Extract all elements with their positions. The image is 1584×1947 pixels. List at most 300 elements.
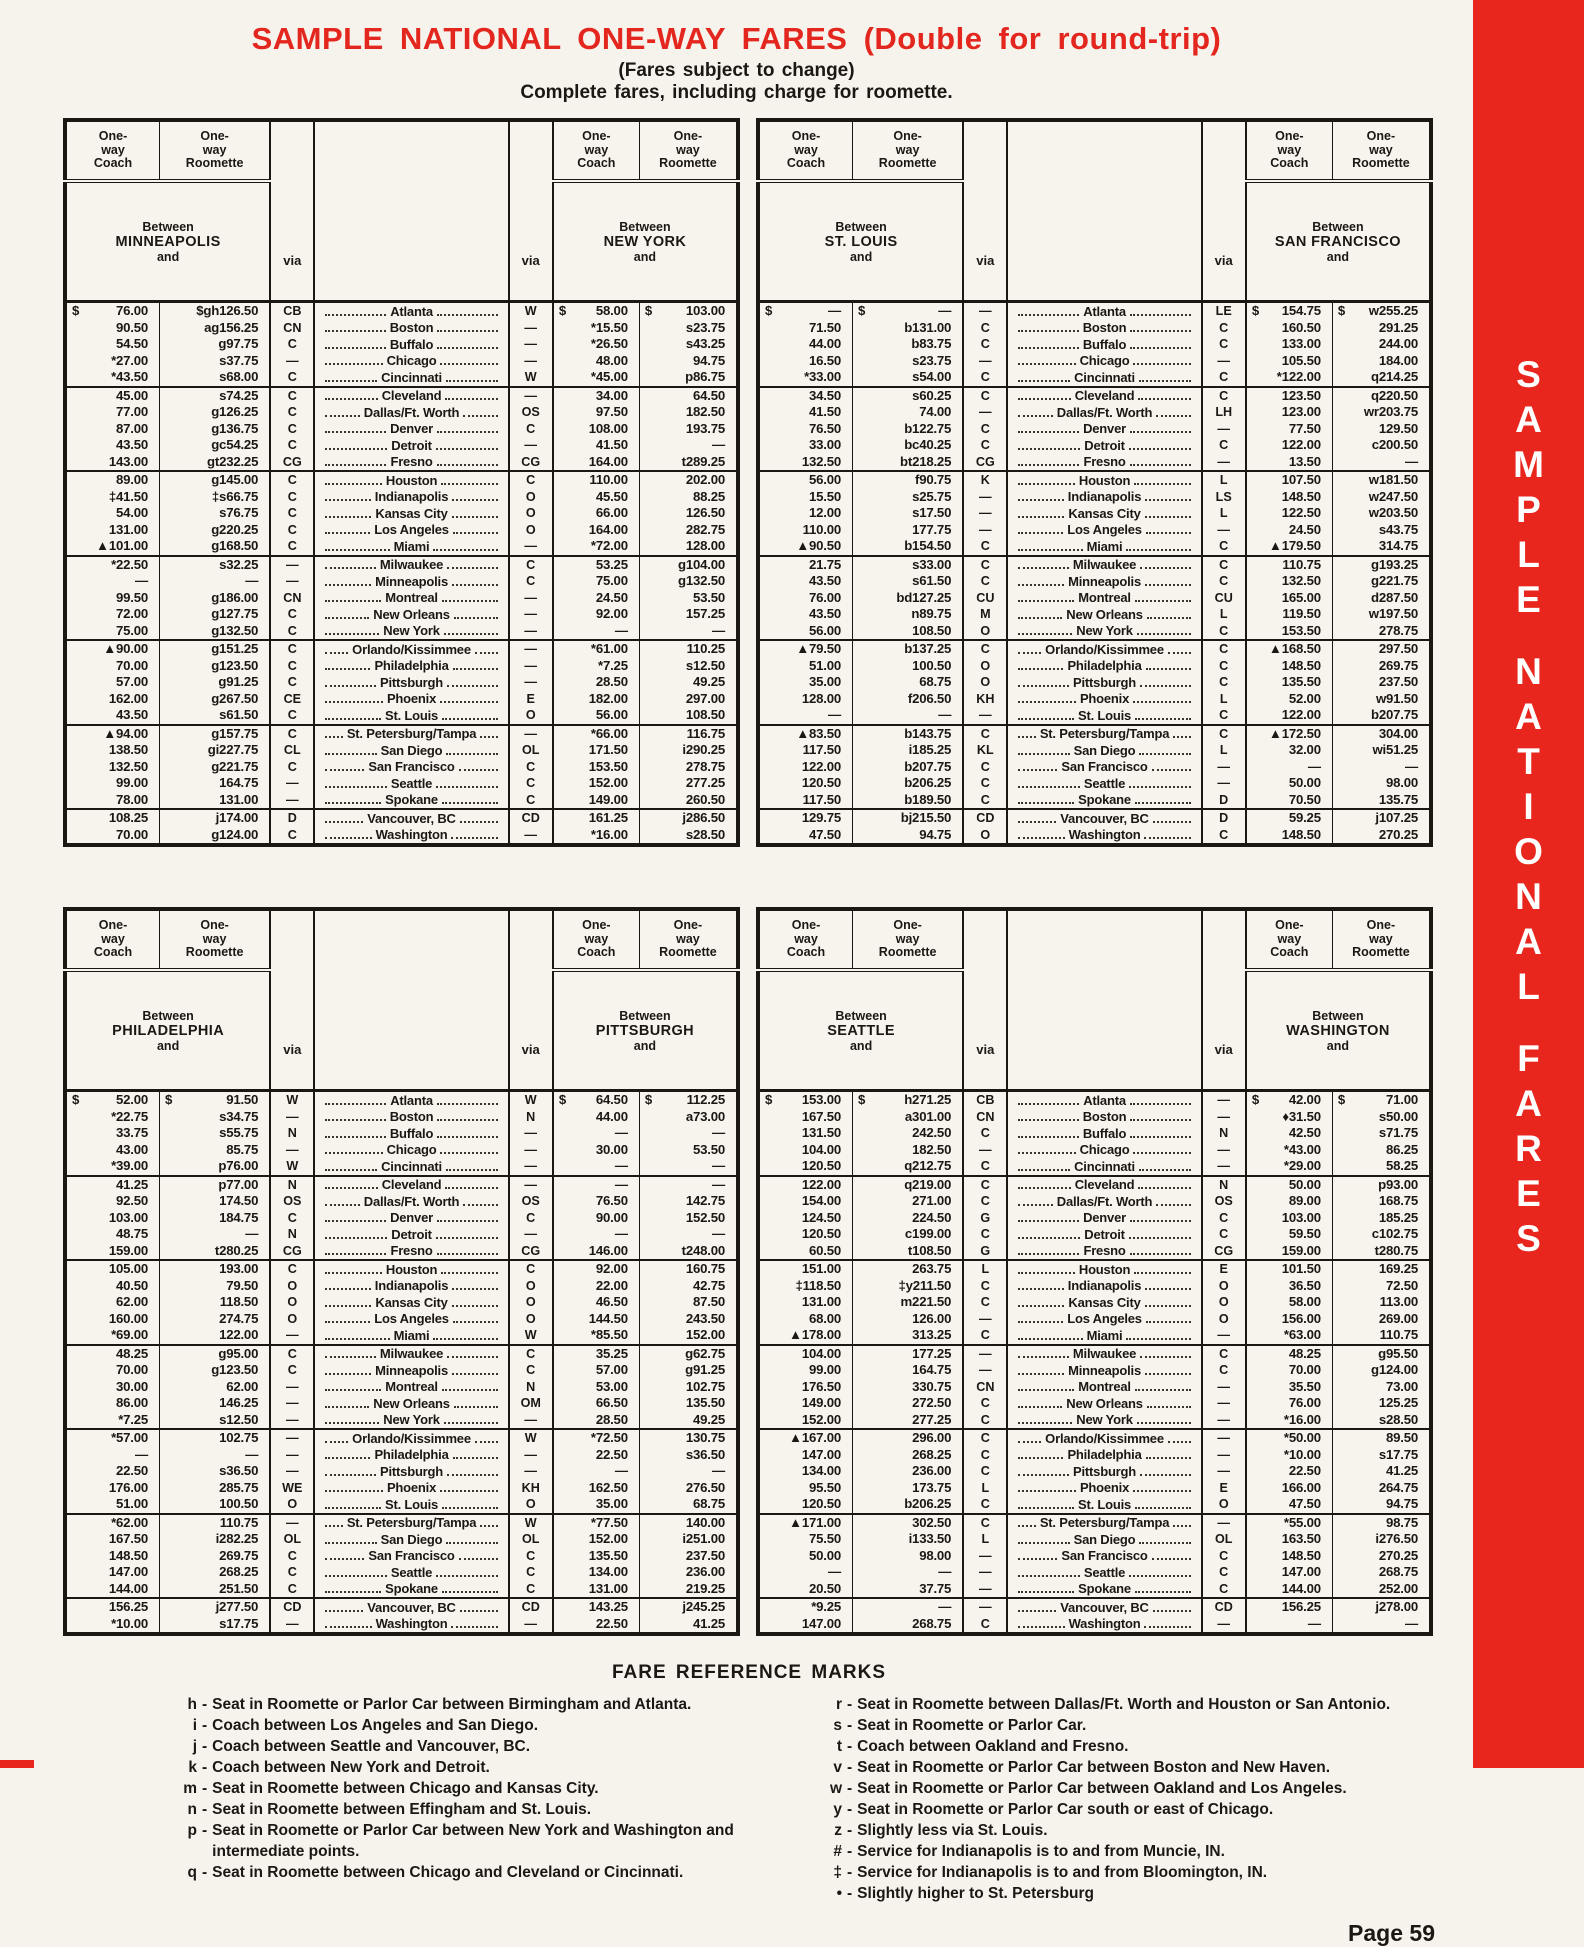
right-roomette-fare: j286.50 (639, 809, 738, 827)
left-roomette-fare: b83.75 (853, 336, 964, 353)
city-cell (314, 759, 508, 776)
right-roomette-fare: s28.50 (685, 826, 725, 842)
fare-row (758, 606, 1431, 623)
right-via-code: C (509, 1362, 553, 1379)
fare-amount: 103.00 (685, 303, 725, 318)
left-coach-fare: 75.00 (65, 623, 160, 641)
right-coach-fare: 148.50 (1246, 489, 1333, 506)
city-cell (1007, 809, 1201, 827)
sidebar-letter: N (1515, 651, 1542, 692)
dot-leader (1130, 1253, 1191, 1255)
fare-row (65, 827, 738, 846)
fare-table-minneapolis-new-york (63, 118, 740, 847)
city-name: St. Petersburg/Tampa (346, 1515, 477, 1531)
left-via-code: C (963, 640, 1007, 658)
dot-leader (1138, 398, 1190, 400)
city-name: San Diego (1073, 1531, 1136, 1547)
coach-header-right (553, 120, 640, 181)
left-roomette-fare: s55.75 (160, 1125, 271, 1142)
header-line: way (794, 931, 818, 946)
right-coach-fare: 107.50 (1246, 471, 1333, 489)
city-name: Washington (375, 1616, 448, 1632)
right-roomette-fare: 94.75 (692, 352, 725, 368)
left-roomette-fare: 174.50 (160, 1193, 271, 1210)
right-coach-fare: 44.00 (553, 1109, 640, 1126)
dot-leader (1137, 1422, 1191, 1424)
fare-row (65, 1496, 738, 1514)
fare-row (758, 1480, 1431, 1497)
right-via-code: OS (509, 1193, 553, 1210)
left-coach-fare: *39.00 (65, 1158, 160, 1176)
dot-leader (325, 1542, 376, 1544)
right-coach-fare: 24.50 (553, 590, 640, 607)
city-name: Washington (1068, 827, 1141, 843)
dot-leader (1129, 1575, 1190, 1577)
header-line: Coach (1270, 156, 1309, 171)
fare-amount: 154.75 (1281, 303, 1321, 318)
left-coach-fare: ‡41.50 (65, 489, 160, 506)
city-leader-row (1008, 1379, 1200, 1396)
header-line: way (202, 931, 227, 946)
right-via-code: C (1202, 1548, 1246, 1565)
dot-leader (325, 1406, 369, 1408)
left-roomette-fare: i282.25 (160, 1531, 271, 1548)
fare-amount: 71.00 (1385, 1092, 1418, 1107)
left-roomette-fare: i185.25 (853, 742, 964, 759)
left-coach-fare: ▲94.00 (65, 725, 160, 743)
left-roomette-fare: 268.75 (853, 1616, 964, 1635)
left-roomette-fare: — (853, 1564, 964, 1581)
city-leader-row (315, 1327, 507, 1344)
fare-reference-heading: FARE REFERENCE MARKS (611, 1662, 887, 1683)
dot-leader (325, 1610, 363, 1612)
footnote-mark: h (187, 1696, 197, 1713)
roomette-header-right (639, 120, 738, 181)
left-roomette-fare (853, 1091, 964, 1109)
city-leader-row (1008, 1395, 1200, 1412)
right-coach-fare: *26.50 (553, 336, 640, 353)
dot-leader (325, 837, 371, 839)
right-via-code: — (1202, 775, 1246, 792)
fare-row (65, 1226, 738, 1243)
city-leader-row (1008, 369, 1200, 386)
right-roomette-fare: j245.25 (639, 1598, 738, 1616)
dot-leader (1018, 1152, 1075, 1154)
city-leader-row (315, 404, 507, 421)
between-word: Between (1312, 219, 1364, 234)
fare-row (758, 775, 1431, 792)
fare-table-st-louis-san-francisco (756, 118, 1433, 847)
left-roomette-fare: bc40.25 (853, 437, 964, 454)
left-roomette-fare: f90.75 (853, 471, 964, 489)
dot-leader (1173, 1525, 1190, 1527)
between-left-cell (65, 181, 270, 302)
header-line: way (676, 931, 700, 946)
right-coach-fare (553, 1091, 640, 1109)
left-roomette-fare: s37.75 (160, 353, 271, 370)
dot-leader (1018, 1321, 1063, 1323)
left-coach-fare: 16.50 (758, 353, 853, 370)
city-cell (1007, 336, 1201, 353)
city-cell (1007, 1311, 1201, 1328)
right-roomette-fare: g221.75 (1371, 573, 1418, 588)
right-via-code: D (1202, 809, 1246, 827)
right-via-code: C (509, 1548, 553, 1565)
dollar-sign: $ (558, 303, 566, 318)
left-via-code: — (270, 792, 314, 810)
footnote-item (820, 1694, 1395, 1715)
header-spacer (1007, 120, 1201, 181)
city-cell (314, 707, 508, 725)
dot-leader (325, 1373, 371, 1375)
dot-leader (325, 1288, 370, 1290)
left-via-code: — (963, 1598, 1007, 1616)
header-line: One- (1275, 129, 1304, 144)
right-via-code: W (509, 302, 553, 320)
dot-leader (325, 1119, 385, 1121)
right-roomette-fare: 110.25 (639, 640, 738, 658)
left-roomette-fare: ‡s66.75 (160, 489, 271, 506)
dot-leader (1130, 431, 1191, 433)
fare-amount: — (938, 303, 952, 318)
fare-table-philadelphia-pittsburgh (63, 907, 740, 1636)
dot-leader (436, 1575, 497, 1577)
right-roomette-fare: 291.25 (1378, 319, 1418, 335)
fare-row (758, 623, 1431, 641)
right-roomette-fare: w91.50 (1375, 690, 1418, 706)
right-via-code: O (1202, 1496, 1246, 1514)
city-name: Houston (1078, 472, 1131, 488)
column-header-label (1350, 919, 1412, 960)
footnote-mark: i (192, 1717, 197, 1734)
left-roomette-fare: 242.50 (853, 1125, 964, 1142)
left-roomette-fare: 296.00 (853, 1429, 964, 1447)
header-line: One- (673, 129, 703, 144)
header-line: Coach (577, 945, 616, 960)
city-name-heading: PHILADELPHIA (112, 1022, 225, 1039)
dot-leader (433, 549, 497, 551)
left-coach-fare: — (65, 1447, 160, 1464)
left-roomette-fare: 98.00 (853, 1548, 964, 1565)
fare-row (758, 658, 1431, 675)
dot-leader (325, 499, 370, 501)
via-header-left: via (270, 970, 314, 1091)
left-via-code: C (270, 725, 314, 743)
fare-amount: 52.00 (116, 1092, 149, 1107)
left-coach-fare: *9.25 (758, 1598, 853, 1616)
city-name: Atlanta (1083, 1092, 1126, 1108)
left-roomette-fare: 193.00 (160, 1260, 271, 1278)
right-coach-fare: 76.50 (553, 1193, 640, 1210)
fare-row (758, 387, 1431, 405)
right-roomette-fare: s12.50 (685, 657, 725, 673)
left-roomette-fare: b131.00 (853, 320, 964, 337)
city-name: Chicago (386, 1142, 437, 1158)
city-leader-row (315, 691, 507, 708)
right-coach-fare: 143.25 (553, 1598, 640, 1616)
dot-leader (1133, 701, 1190, 703)
left-coach-fare: 22.50 (65, 1463, 160, 1480)
left-roomette-fare: i133.50 (853, 1531, 964, 1548)
right-coach-fare: *122.00 (1246, 369, 1333, 387)
between-word: Between (142, 219, 194, 234)
city-name: Fresno (390, 1243, 433, 1259)
city-leader-row (315, 1616, 507, 1633)
dot-leader (459, 1558, 498, 1560)
currency-fare-value (1333, 303, 1418, 320)
left-coach-fare: 34.50 (758, 387, 853, 405)
city-leader-row (315, 775, 507, 792)
dot-leader (325, 652, 348, 654)
left-via-code: O (963, 658, 1007, 675)
right-roomette-fare: c200.50 (1371, 437, 1418, 452)
city-cell (314, 1581, 508, 1599)
table-body (758, 302, 1431, 846)
left-roomette-fare: ag156.25 (160, 320, 271, 337)
dot-leader (437, 314, 498, 316)
left-coach-fare: 43.00 (65, 1142, 160, 1159)
city-cell (1007, 1260, 1201, 1278)
dot-leader (442, 600, 498, 602)
city-name: Indianapolis (1067, 489, 1142, 505)
sidebar-letter: T (1517, 741, 1540, 782)
fare-row (65, 538, 738, 556)
right-via-code: CG (1202, 1243, 1246, 1261)
left-coach-fare: 75.50 (758, 1531, 853, 1548)
dot-leader (325, 1204, 359, 1206)
city-cell (1007, 1294, 1201, 1311)
right-via-code: C (1202, 658, 1246, 675)
fare-row (758, 1362, 1431, 1379)
right-via-code: N (1202, 1176, 1246, 1194)
footnote-text: Service for Indianapolis is to and from Bloomington, IN. (857, 1864, 1268, 1881)
right-coach-fare: *72.50 (553, 1429, 640, 1447)
dot-leader (437, 330, 497, 332)
dot-leader (1153, 1610, 1191, 1612)
city-cell (1007, 792, 1201, 810)
right-roomette-fare: 157.25 (685, 606, 725, 621)
header-line: One- (582, 918, 611, 933)
city-name: Seattle (390, 775, 433, 791)
right-roomette-fare: 89.50 (1332, 1429, 1431, 1447)
left-roomette-fare: c199.00 (853, 1226, 964, 1243)
fare-row (758, 1345, 1431, 1363)
right-via-code: — (1202, 1463, 1246, 1480)
left-roomette-fare: 37.75 (853, 1581, 964, 1599)
left-coach-fare: 87.00 (65, 421, 160, 438)
city-leader-row (1008, 1430, 1200, 1447)
left-via-code: C (963, 320, 1007, 337)
city-cell (1007, 538, 1201, 556)
city-cell (1007, 775, 1201, 792)
dot-leader (1018, 415, 1052, 417)
right-roomette-fare: 297.00 (685, 690, 725, 706)
city-cell (1007, 742, 1201, 759)
dot-leader (1130, 330, 1190, 332)
left-roomette-fare: — (853, 1598, 964, 1616)
right-roomette-fare: 128.00 (685, 538, 725, 553)
dot-leader (459, 769, 498, 771)
city-cell (314, 1327, 508, 1345)
left-via-code: CN (270, 320, 314, 337)
between-city-label (554, 220, 736, 264)
fare-row (758, 742, 1431, 759)
right-via-code: C (1202, 623, 1246, 641)
fare-row (65, 590, 738, 607)
city-name: Montreal (385, 1379, 438, 1395)
dot-leader (1018, 652, 1041, 654)
and-word: and (633, 249, 657, 264)
right-coach-fare: 30.00 (553, 1142, 640, 1159)
left-via-code: C (963, 1496, 1007, 1514)
right-coach-fare: 32.00 (1246, 742, 1333, 759)
fare-amount: 112.25 (686, 1092, 725, 1107)
left-coach-fare: 120.50 (758, 1158, 853, 1176)
right-via-code: L (1202, 471, 1246, 489)
city-leader-row (1008, 454, 1200, 471)
fare-amount: w255.25 (1368, 303, 1418, 318)
left-roomette-fare: b122.75 (853, 421, 964, 438)
city-name: Milwaukee (379, 1346, 444, 1362)
fare-row (65, 489, 738, 506)
column-header-label (184, 130, 246, 171)
dot-leader (444, 1422, 498, 1424)
right-coach-fare: 161.25 (553, 809, 640, 827)
between-left-cell (758, 181, 963, 302)
right-coach-fare: — (553, 1125, 640, 1142)
left-via-code: C (963, 1158, 1007, 1176)
city-cell (1007, 1362, 1201, 1379)
fare-row (758, 827, 1431, 846)
fare-row (65, 1176, 738, 1194)
right-roomette-fare: 87.50 (692, 1294, 725, 1309)
left-via-code: C (270, 505, 314, 522)
city-cell (1007, 623, 1201, 641)
city-name-heading: SEATTLE (827, 1022, 895, 1039)
right-via-code: LE (1202, 302, 1246, 320)
fare-amount: 76.00 (116, 303, 149, 318)
city-leader-row (315, 1564, 507, 1581)
city-leader-row (315, 1278, 507, 1295)
column-header-row (758, 909, 1431, 970)
page-number: Page 59 (1348, 1920, 1435, 1946)
column-header-label (657, 130, 719, 171)
right-coach-fare: 164.00 (553, 454, 640, 472)
dollar-sign: $ (165, 1092, 173, 1107)
city-name: Montreal (1078, 1379, 1131, 1395)
city-leader-row (315, 1311, 507, 1328)
right-roomette-fare: 304.00 (1332, 725, 1431, 743)
right-coach-fare: *15.50 (553, 320, 640, 337)
dot-leader (446, 1542, 497, 1544)
fare-row (758, 1210, 1431, 1227)
city-name: Indianapolis (374, 1278, 449, 1294)
city-cell (314, 674, 508, 691)
right-roomette-fare: 270.25 (1378, 1547, 1418, 1563)
left-via-code: — (270, 556, 314, 574)
dot-leader (1168, 652, 1191, 654)
city-cell (314, 1429, 508, 1447)
left-roomette-fare: 224.50 (853, 1210, 964, 1227)
header-line: One- (1366, 918, 1396, 933)
dot-leader (1130, 1119, 1190, 1121)
dot-leader (1018, 1338, 1082, 1340)
left-via-code: C (270, 522, 314, 539)
fare-row (758, 454, 1431, 472)
dot-leader (446, 753, 497, 755)
dot-leader (1153, 821, 1191, 823)
city-leader-row (1008, 1496, 1200, 1513)
right-coach-fare: 22.00 (553, 1278, 640, 1295)
city-leader-row (315, 1142, 507, 1159)
header-line: Coach (1270, 945, 1309, 960)
city-cell (1007, 1176, 1201, 1194)
right-roomette-fare: 73.00 (1385, 1378, 1418, 1394)
city-leader-row (1008, 538, 1200, 555)
currency-fare-value (1333, 1092, 1418, 1109)
dot-leader (1018, 1220, 1079, 1222)
between-word: Between (619, 1008, 671, 1023)
fare-row (758, 1581, 1431, 1599)
right-roomette-fare: w197.50 (1368, 606, 1418, 621)
left-roomette-fare: s34.75 (160, 1109, 271, 1126)
right-coach-fare: 90.00 (553, 1210, 640, 1227)
dot-leader (1018, 821, 1056, 823)
fare-row (758, 640, 1431, 658)
dot-leader (1018, 769, 1057, 771)
right-roomette-fare: 297.50 (1332, 640, 1431, 658)
header-line: One- (582, 129, 611, 144)
left-coach-fare: 156.25 (65, 1598, 160, 1616)
between-city-label (554, 1009, 736, 1053)
left-roomette-fare: g157.75 (160, 725, 271, 743)
fare-row (65, 522, 738, 539)
dot-leader (1018, 1305, 1064, 1307)
right-via-code: C (1202, 1564, 1246, 1581)
city-name: Kansas City (375, 505, 448, 521)
column-header-label (877, 130, 939, 171)
right-coach-fare: 24.50 (1246, 522, 1333, 539)
right-roomette-fare: 142.75 (685, 1193, 725, 1208)
left-via-code: C (270, 1345, 314, 1363)
dollar-sign: $ (1337, 1092, 1345, 1107)
fare-row (65, 1598, 738, 1616)
header-line: One- (893, 129, 922, 144)
right-roomette-fare: 278.75 (1378, 622, 1418, 638)
city-cell (1007, 1142, 1201, 1159)
right-via-code: — (1202, 1616, 1246, 1635)
right-via-code: CG (509, 454, 553, 472)
city-leader-row (315, 1379, 507, 1396)
between-word: Between (835, 1008, 887, 1023)
right-via-code: C (1202, 1226, 1246, 1243)
dot-leader (1129, 448, 1191, 450)
right-roomette-fare: 53.50 (692, 589, 725, 605)
header-line: Roomette (185, 156, 244, 171)
footnote-dash: - (847, 1738, 853, 1755)
right-coach-fare: 76.00 (1246, 1395, 1333, 1412)
right-via-code: CD (509, 1598, 553, 1616)
right-via-code: — (1202, 1327, 1246, 1345)
city-name: Spokane (385, 792, 438, 808)
right-coach-fare: *50.00 (1246, 1429, 1333, 1447)
footnote-text: Seat in Roomette or Parlor Car between Boston and New Haven. (857, 1759, 1331, 1776)
city-cell (314, 538, 508, 556)
left-via-code: C (963, 1176, 1007, 1194)
left-coach-fare: 21.75 (758, 556, 853, 574)
right-roomette-fare: — (1405, 1615, 1418, 1631)
left-coach-fare: 76.50 (758, 421, 853, 438)
